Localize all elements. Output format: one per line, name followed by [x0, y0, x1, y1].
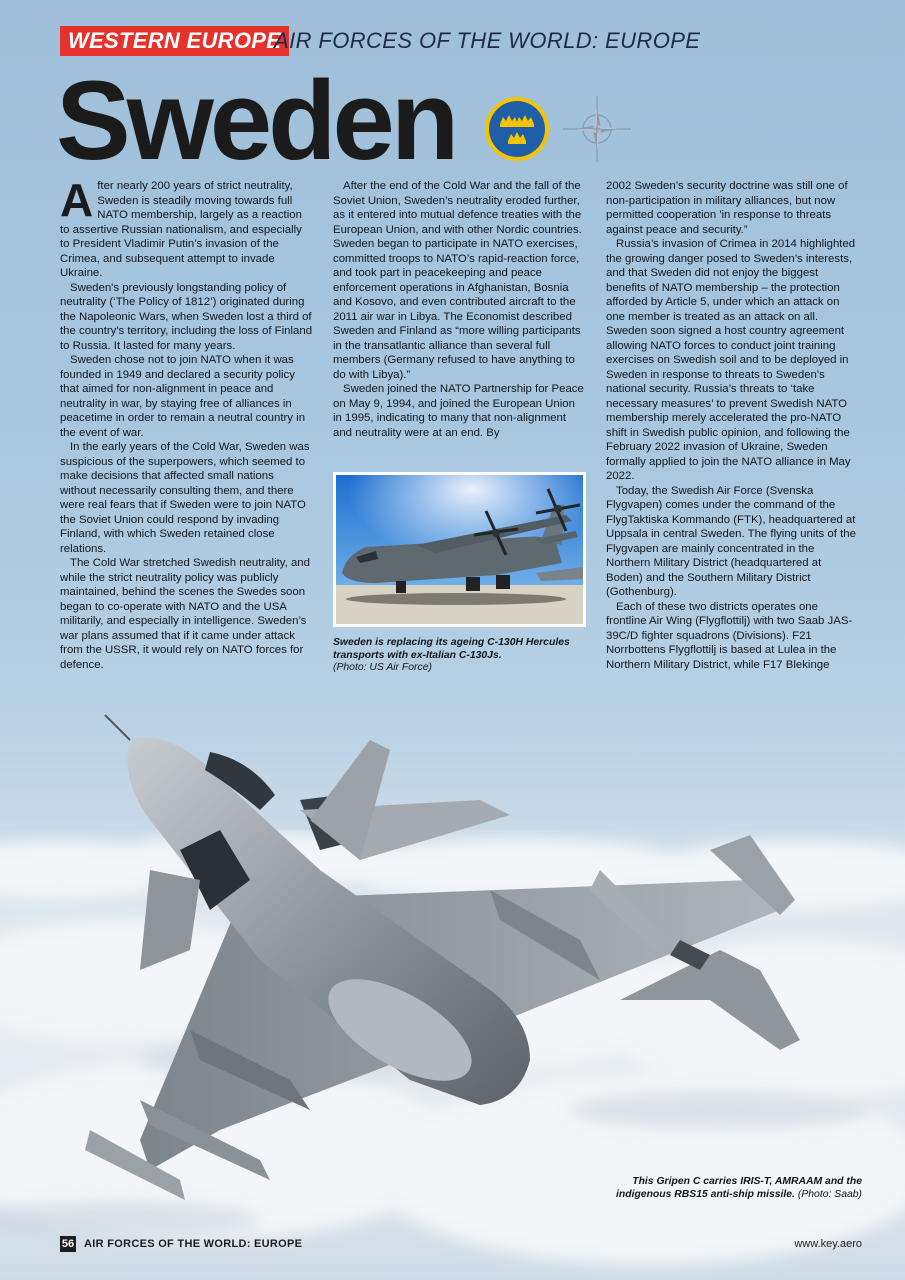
paragraph: Today, the Swedish Air Force (Svenska Flygvapen) comes under the command of the FlygTaktiska Kommando (FTK), headquartered at Uppsala in central Sweden. The flying units of the Flygvapen are mainly concentrated in the Northern Military District (headquartered at Boden) and the Southern Military District (Gothenburg). — [606, 484, 856, 598]
article-column-3 — [606, 179, 859, 672]
gripen-caption: This Gripen C carries IRIS-T, AMRAAM and the indigenous RBS15 anti-ship missile. (Photo: Saab) — [615, 1176, 862, 1200]
footer-title: AIR FORCES OF THE WORLD: EUROPE — [84, 1238, 303, 1250]
paragraph: Sweden joined the NATO Partnership for Peace on May 9, 1994, and joined the European Union in 1995, indicating to many that non-alignment and neutrality were at an end. By — [333, 383, 584, 439]
paragraph: After nearly 200 years of strict neutrality, Sweden is steadily moving towards full NATO membership, largely as a reaction to assertive Russian nationalism, and especially to President Vladimir Putin’s invasion of the Crimea, and subsequent attempt to invade Ukraine. — [60, 174, 302, 279]
paragraph: The Cold War stretched Swedish neutrality, and while the strict neutrality policy was publicly maintained, behind the scenes the Swedes soon began to co-operate with NATO and the USA militarily, and especially in intelligence. Sweden’s war plans assumed that if it came under attack from the USSR, it would rely on NATO forces for defence. — [60, 557, 310, 671]
series-title: AIR FORCES OF THE WORLD: EUROPE — [274, 28, 701, 53]
hercules-illustration — [336, 475, 583, 624]
paragraph: Russia’s invasion of Crimea in 2014 highlighted the growing danger posed to Sweden’s interests, and that Sweden did not enjoy the biggest benefits of NATO membership – the protection afforded by Article 5, under which an attack on one member is treated as an attack on all. Sweden soon signed a host country agreement allowing NATO forces to conduct joint training exercises on Swedish soil and to be deployed in Sweden in response to threats to Sweden's national security. Russia’s threats to ‘take necessary measures’ to prevent Swedish NATO membership merely accelerated the pro-NATO shift in Swedish public opinion, and following the February 2022 invasion of Ukraine, Sweden formally applied to join the NATO alliance in May 2022. — [606, 238, 856, 482]
section-tag: WESTERN EUROPE — [60, 26, 289, 56]
paragraph: In the early years of the Cold War, Sweden was suspicious of the superpowers, which seemed to make decisions that affected small nations without necessarily consulting them, and there were real fears that if Sweden were to join NATO the Soviet Union could respond by invading Finland, with which Sweden retained close relations. — [60, 441, 310, 555]
dropcap: A — [60, 174, 94, 226]
paragraph: Each of these two districts operates one frontline Air Wing (Flygflottilj) with two Saab JAS-39C/D fighter squadrons (Divisions). F21 Norrbottens Flygflottilj is based at Lulea in the Northern Military District, while F17 Blekinge — [606, 600, 853, 671]
article-column-1 — [60, 174, 313, 672]
page-title: Sweden — [56, 58, 456, 183]
page-number: 56 — [61, 1238, 75, 1250]
hercules-photo — [333, 472, 586, 627]
hercules-caption: Sweden is replacing its ageing C-130H Hercules transports with ex-Italian C-130Js. (Photo: US Air Force) — [333, 637, 570, 673]
nato-compass-icon — [563, 96, 631, 162]
article-column-2 — [333, 179, 586, 440]
gripen-fighter-illustration — [60, 700, 820, 1230]
footer-url[interactable]: www.key.aero — [794, 1238, 862, 1250]
paragraph: Sweden chose not to join NATO when it was founded in 1949 and declared a security policy that aimed for non-alignment in peace and neutrality in war, by staying free of alliances in peacetime in order to remain a neutral country in the event of war. — [60, 354, 306, 439]
paragraph: Sweden's previously longstanding policy of neutrality (‘The Policy of 1812’) originated during the Napoleonic Wars, when Sweden lost a third of the country's territory, including the loss of Finland to Russia. It lasted for many years. — [60, 281, 313, 352]
paragraph: After the end of the Cold War and the fall of the Soviet Union, Sweden’s neutrality eroded further, as it entered into mutual defence treaties with the European Union, and with other Nordic countries. Sweden began to participate in NATO exercises, committed troops to NATO’s rapid-reaction force, and took part in peacekeeping and peace enforcement operations in Afghanistan, Bosnia and Kosovo, and even contributed aircraft to the 2011 air war in Libya. The Economist described Sweden and Finland as “more willing participants in the transatlantic alliance than several full members (Germany refused to have anything to do with Libya).” — [333, 180, 582, 381]
paragraph: 2002 Sweden’s security doctrine was still one of non-participation in military alliances, but now permitted cooperation 'in response to threats against peace and security.” — [606, 180, 848, 236]
swedish-roundel-icon — [484, 96, 550, 162]
